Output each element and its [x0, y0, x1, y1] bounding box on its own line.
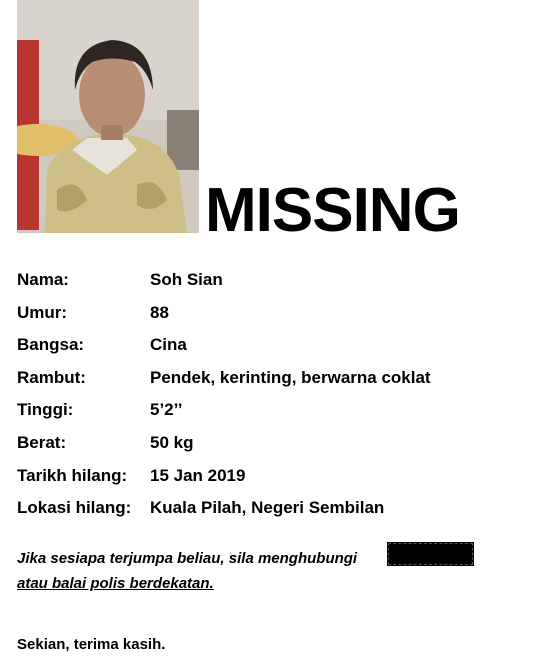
detail-label: Tinggi: [17, 400, 74, 420]
detail-value: Pendek, kerinting, berwarna coklat [150, 367, 431, 387]
detail-value: 88 [150, 302, 169, 322]
contact-line-2: atau balai polis berdekatan. [17, 575, 214, 592]
detail-label: Lokasi hilang: [17, 498, 132, 518]
closing-text: Sekian, terima kasih. [17, 636, 166, 653]
detail-label: Rambut: [17, 367, 86, 387]
detail-value: 15 Jan 2019 [150, 465, 246, 485]
detail-label: Tarikh hilang: [17, 465, 128, 485]
detail-value: 5’2’’ [150, 400, 183, 420]
detail-label: Nama: [17, 270, 69, 289]
detail-value: Cina [150, 335, 187, 355]
redacted-phone-number [387, 542, 474, 566]
portrait-image [17, 0, 199, 233]
contact-line-1: Jika sesiapa terjumpa beliau, sila menghubungi [17, 550, 358, 567]
detail-label: Berat: [17, 432, 67, 452]
detail-label: Bangsa: [17, 335, 85, 355]
detail-label: Umur: [17, 302, 68, 322]
contact-instructions [17, 546, 357, 596]
detail-value: Kuala Pilah, Negeri Sembilan [150, 498, 385, 518]
missing-person-photo [17, 0, 199, 233]
detail-value: 50 kg [150, 432, 194, 452]
detail-value: Soh Sian [150, 270, 223, 289]
missing-headline: MISSING [205, 176, 460, 245]
